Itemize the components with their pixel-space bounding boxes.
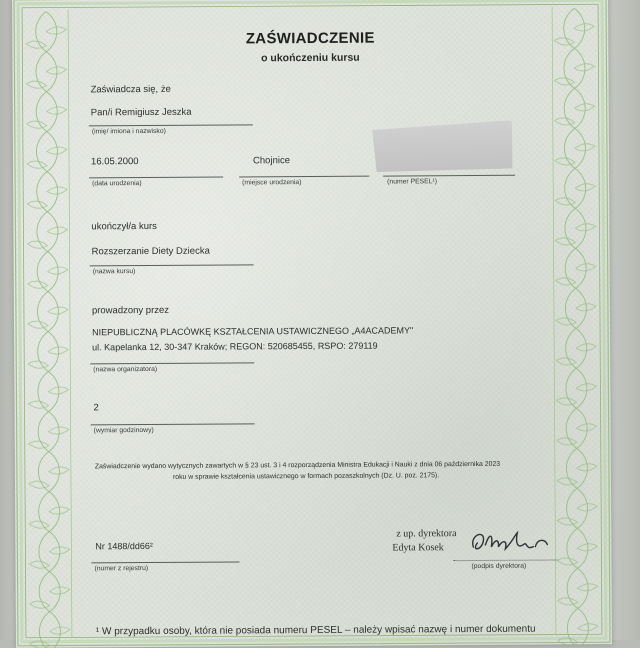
hours-label: (wymiar godzinowy) bbox=[93, 426, 154, 435]
right-vine-ornament bbox=[554, 8, 598, 648]
organizer-address: ul. Kapelanka 12, 30-347 Kraków; REGON: 520685455, RSPO: 279119 bbox=[92, 340, 378, 353]
birth-date: 16.05.2000 bbox=[90, 156, 139, 168]
person-name: Pan/i Remigiusz Jeszka bbox=[90, 106, 192, 119]
completed-text: ukończył/a kurs bbox=[91, 220, 157, 233]
conducted-by-text: prowadzony przez bbox=[91, 304, 170, 317]
signature-authority: z up. dyrektora bbox=[396, 528, 457, 540]
handwritten-signature bbox=[463, 525, 553, 560]
document-title: ZAŚWIADCZENIE bbox=[245, 29, 375, 48]
legal-text-line2: roku w sprawie kształcenia ustawicznego w formach pozaszkolnych (Dz. U. poz. 2175). bbox=[172, 472, 440, 481]
birth-place-label: (miejsce urodzenia) bbox=[242, 179, 302, 187]
person-label: (imię/ imiona i nazwisko) bbox=[91, 127, 166, 136]
intro-text: Zaświadcza się, że bbox=[90, 83, 171, 96]
signature-label: (podpis dyrektora) bbox=[471, 562, 527, 571]
document-subtitle: o ukończeniu kursu bbox=[261, 51, 360, 65]
organizer-name: NIEPUBLICZNĄ PLACÓWKĘ KSZTAŁCENIA USTAWICZNEGO „A4ACADEMY" bbox=[92, 325, 414, 338]
birth-place: Chojnice bbox=[252, 155, 291, 167]
left-vine-ornament bbox=[26, 11, 70, 647]
registry-label: (numer z rejestru) bbox=[94, 565, 149, 573]
certificate-paper bbox=[12, 0, 612, 648]
registry-number: Nr 1488/dd66² bbox=[95, 540, 153, 552]
legal-text-line1: Zaświadczenie wydano wytycznych zawartych w § 23 ust. 3 i 4 rozporządzenia Ministra Edukacji i Nauki z dnia 06 października 2023 bbox=[94, 460, 501, 471]
birth-date-label: (data urodzenia) bbox=[92, 180, 142, 188]
hours-value: 2 bbox=[93, 402, 99, 414]
pesel-label: (numer PESEL¹) bbox=[387, 178, 438, 186]
organizer-label: (nazwa organizatora) bbox=[93, 365, 158, 374]
course-label: (nazwa kursu) bbox=[92, 268, 136, 276]
course-name: Rozszerzanie Diety Dziecka bbox=[91, 245, 210, 258]
signature-name: Edyta Kosek bbox=[392, 542, 444, 554]
footnote-text: ¹ W przypadku osoby, która nie posiada numeru PESEL – należy wpisać nazwę i numer dokumentu bbox=[95, 623, 536, 638]
